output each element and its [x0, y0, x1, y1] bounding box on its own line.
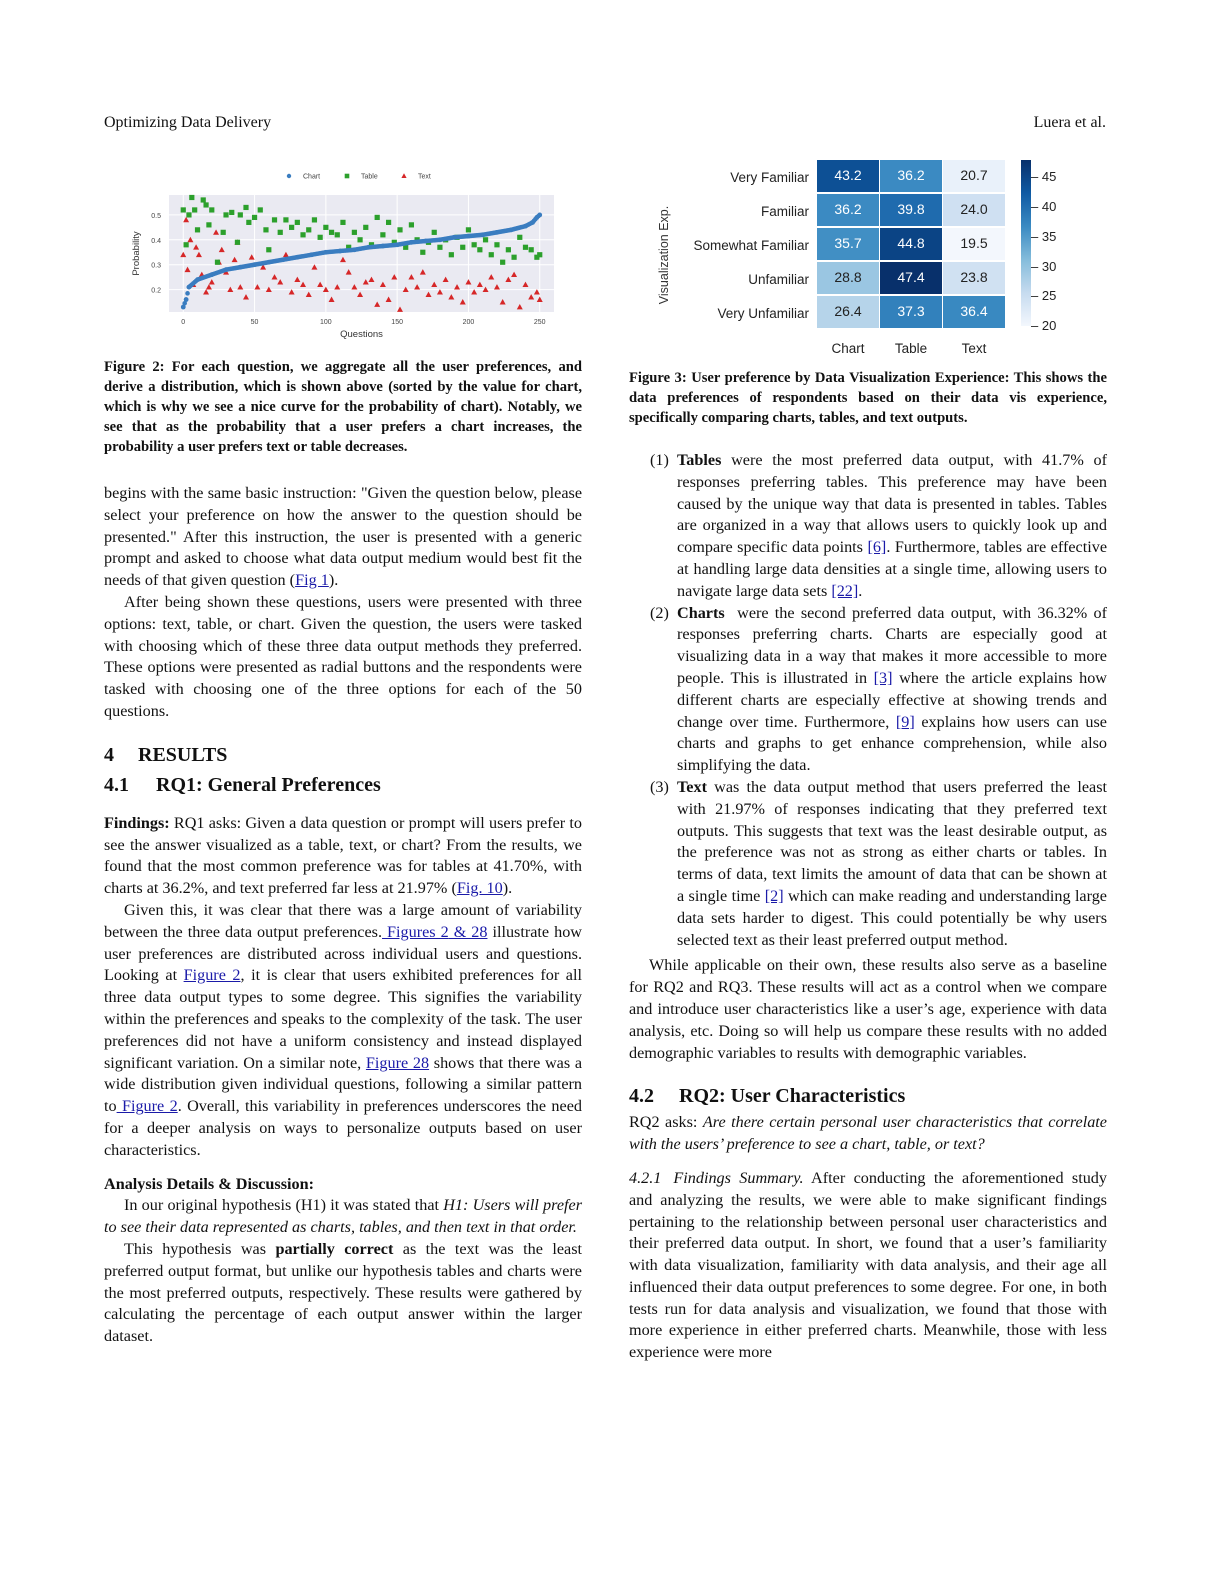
y-axis-label: Probability — [131, 231, 142, 276]
list-item-charts: (2) Charts were the second preferred data output, with 36.32% of responses preferring charts. Charts are especially good at visualizing data in a way that makes it more accessible to more people. This is illustrated in [3] where the article explains how different charts are especially effective at showing trends and change over time. Furthermore, [9] explains how users can use charts and graphs to get enhance comprehension, while also simplifying the data. — [650, 603, 1112, 775]
table-point — [246, 220, 251, 225]
subsection-heading-rq2: 4.2 RQ2: User Characteristics — [629, 1085, 906, 1108]
table-point — [375, 215, 380, 220]
x-axis-label: Questions — [340, 329, 383, 340]
heatmap-cell: 36.2 — [880, 160, 942, 192]
table-point — [238, 212, 243, 217]
table-point — [243, 205, 248, 210]
table-point — [335, 232, 340, 237]
paragraph-baseline: While applicable on their own, these results also serve as a baseline for RQ2 and RQ3. These results will act as a control when we compare and introduce user characteristics like a user’s age, experience with data analysis, etc. Doing so will help us compare these results with no added demographic variables to results with demographic variables. — [629, 956, 1107, 1062]
running-header-title: Optimizing Data Delivery — [104, 114, 272, 131]
preference-list — [629, 450, 1112, 951]
running-header-authors: Luera et al. — [1033, 114, 1106, 131]
table-point — [252, 215, 257, 220]
heatmap-row-label: Very Unfamiliar — [717, 306, 809, 321]
table-point — [420, 250, 425, 255]
citation-9[interactable]: [9] — [895, 712, 915, 731]
table-point — [215, 260, 220, 265]
table-point — [466, 227, 471, 232]
heatmap-row-label: Very Familiar — [730, 170, 809, 185]
paragraph-rq2: RQ2 asks: Are there certain personal user characteristics that correlate with the users’ preference to see a chart, table, or text? — [629, 1113, 1107, 1154]
table-point — [517, 235, 522, 240]
heatmap-cell: 36.4 — [943, 296, 1005, 328]
heatmap-row-label: Familiar — [760, 204, 809, 219]
table-point — [206, 222, 211, 227]
colorbar-tick-label: – 25 — [1031, 288, 1057, 304]
table-point — [409, 222, 414, 227]
right-column — [629, 158, 1112, 1364]
heatmap-row-label: Somewhat Familiar — [693, 238, 809, 253]
table-point — [494, 242, 499, 247]
table-point — [312, 217, 317, 222]
scatter-plot — [104, 160, 582, 345]
subsection-heading-rq1: 4.1 RQ1: General Preferences — [104, 773, 381, 796]
table-point — [209, 207, 214, 212]
table-point — [323, 225, 328, 230]
y-tick-label: 0.3 — [151, 262, 161, 270]
heatmap-cell: 37.3 — [880, 296, 942, 328]
link-figures-2[interactable]: Figures 2 — [382, 922, 449, 941]
paragraph-findings-summary: 4.2.1 Findings Summary. After conducting the aforementioned study and analyzing the results, we were able to make significant findings pertaining to the relationship between personal user characteristics and their preferred data output. In short, we found that a user’s familiarity with data visualization, familiarity with data analysis, and their age all influenced their data output preferences to some degree. For one, in both tests run for data analysis and visualization, we found that those with more experience in either preferred charts. Meanwhile, those with less experience were more — [629, 1168, 1107, 1362]
table-point — [386, 220, 391, 225]
heatmap-row-labels — [669, 158, 809, 328]
table-point — [189, 195, 194, 200]
table-point — [195, 227, 200, 232]
colorbar-tick-label: – 40 — [1031, 199, 1057, 215]
table-point — [380, 232, 385, 237]
link-figure-2-b[interactable]: Figure 2 — [116, 1097, 178, 1116]
table-point — [258, 207, 263, 212]
heatmap-cell: 43.2 — [817, 160, 879, 192]
heatmap-cell: 47.4 — [880, 262, 942, 294]
link-figure-28[interactable]: Figure 28 — [365, 1053, 430, 1072]
link-figures-28[interactable]: & 28 — [448, 922, 488, 941]
table-point — [449, 252, 454, 257]
figure-3 — [629, 158, 1107, 363]
paragraph-hypothesis: In our original hypothesis (H1) it was stated that H1: Users will prefer to see their data represented as charts, tables, and then text in that order. — [104, 1196, 582, 1237]
table-point — [278, 230, 283, 235]
y-tick-label: 0.2 — [151, 287, 161, 295]
link-fig-1[interactable]: Fig 1 — [295, 571, 329, 590]
heatmap-cell: 24.0 — [943, 194, 1005, 226]
table-point — [397, 227, 402, 232]
table-point — [460, 245, 465, 250]
table-point — [352, 230, 357, 235]
table-point — [203, 202, 208, 207]
table-point — [432, 230, 437, 235]
legend-text-icon — [401, 173, 406, 178]
heatmap-grid — [817, 160, 1007, 330]
table-point — [201, 197, 206, 202]
figure-3-caption: Figure 3: User preference by Data Visualization Experience: This shows the data preferences of respondents based on their data vis experience, specifically comparing charts, tables, and text outputs. — [629, 370, 1107, 426]
table-point — [506, 247, 511, 252]
table-point — [489, 252, 494, 257]
heatmap-row-label: Unfamiliar — [748, 272, 809, 287]
citation-3[interactable]: [3] — [873, 668, 893, 687]
x-tick-label: 150 — [391, 319, 403, 326]
table-point — [472, 242, 477, 247]
heatmap-ylabel: Visualization Exp. — [657, 205, 671, 305]
analysis-heading: Analysis Details & Discussion: — [104, 1174, 315, 1193]
table-point — [221, 230, 226, 235]
table-point — [306, 227, 311, 232]
table-point — [363, 225, 368, 230]
citation-6[interactable]: [6] — [867, 538, 887, 557]
colorbar-tick-label: – 30 — [1031, 258, 1057, 274]
table-point — [477, 247, 482, 252]
table-point — [511, 255, 516, 260]
table-point — [529, 247, 534, 252]
table-point — [283, 217, 288, 222]
legend-label: Table — [361, 173, 378, 181]
link-figure-2[interactable]: Figure 2 — [183, 966, 241, 985]
paragraph-findings: Findings: RQ1 asks: Given a data question or prompt will users prefer to see the answer visualized as a table, text, or chart? From the results, we found that the most common preference was for tables at 41.70%, with charts at 36.2%, and text preferred far less at 21.97% (Fig. 10). — [104, 813, 582, 898]
legend-table-icon — [345, 174, 350, 179]
table-point — [437, 245, 442, 250]
colorbar-tick-label: – 20 — [1031, 318, 1057, 334]
table-point — [340, 220, 345, 225]
x-tick-label: 50 — [250, 319, 259, 326]
x-tick-label: 0 — [181, 319, 186, 326]
heatmap-cell: 44.8 — [880, 228, 942, 260]
x-tick-label: 100 — [320, 319, 332, 326]
heatmap-column-label: Chart — [831, 341, 865, 356]
legend-label: Chart — [303, 173, 321, 181]
table-point — [184, 242, 189, 247]
table-point — [181, 207, 186, 212]
table-point — [263, 227, 268, 232]
heatmap-cell: 28.8 — [817, 262, 879, 294]
table-point — [300, 232, 305, 237]
section-heading-results: 4 RESULTS — [104, 743, 228, 766]
heatmap-column-labels — [817, 338, 1007, 356]
heatmap-cell: 20.7 — [943, 160, 1005, 192]
table-point — [537, 252, 542, 257]
table-point — [266, 247, 271, 252]
paragraph-partially-correct: This hypothesis was partially correct as the text was the least preferred output format, but unlike our hypothesis tables and charts were the most preferred outputs, respectively. These results were gathered by calculating the percentage of each output answer within the larger dataset. — [104, 1239, 582, 1346]
citation-2[interactable]: [2] — [764, 886, 784, 905]
citation-22[interactable]: [22] — [831, 581, 859, 600]
link-fig-10[interactable]: Fig. 10 — [456, 879, 503, 898]
x-tick-label: 200 — [462, 319, 475, 326]
y-tick-label: 0.4 — [151, 237, 161, 245]
heatmap-column-label: Table — [894, 341, 928, 356]
table-point — [483, 237, 488, 242]
colorbar-tick-label: – 45 — [1031, 169, 1057, 185]
list-item-text: (3) Text was the data output method that users preferred the least with 21.97% of responses indicating that they preferred text outputs. This suggests that text was the least desirable output, as the preference was not as strong as either charts or tables. In terms of data, text limits the amount of data that can be shown at a single time [2] which can make reading and understanding large data sets harder to digest. This could potentially be why users selected text as their least preferred output method. — [650, 777, 1107, 949]
table-point — [500, 260, 505, 265]
table-point — [357, 237, 362, 242]
heatmap-cell: 36.2 — [817, 194, 879, 226]
table-point — [329, 230, 334, 235]
heatmap-colorbar — [1021, 160, 1031, 326]
heatmap-cell: 23.8 — [943, 262, 1005, 294]
list-item-tables: (1) Tables were the most preferred data output, with 41.7% of responses preferring tables. This preference may have been caused by the unique way that data is presented in tables. Tables are organized in a way that allows users to quickly look up and compare specific data points [6]. Furthermore, tables are effective at handling large data densities at a single time, allowing users to navigate large data sets [22]. — [650, 451, 1107, 600]
table-point — [192, 207, 197, 212]
table-point — [289, 225, 294, 230]
table-point — [318, 235, 323, 240]
figure-2-caption: Figure 2: For each question, we aggregate all the user preferences, and derive a distribution, which is shown above (sorted by the value for chart, which is why we see a nice curve for the probability of chart). Notably, we see that as the probability that a user prefers a chart increases, the probability a user prefers text or table decreases. — [104, 359, 582, 455]
table-point — [186, 212, 191, 217]
paragraph-variability: Given this, it was clear that there was a large amount of variability between the three data output preferences. Figures 2 & 28 illustrate how user preferences are distributed across individual users and questions. Looking at Figure 2, it is clear that users exhibited preferences for all three data output types to some degree. This signifies the variability within the preferences and speaks to the complexity of the task. The user preferences did not have a uniform consistency and instead displayed significant variation. On a similar note, Figure 28 shows that there was a wide distribution given individual questions, following a similar pattern to Figure 2. Overall, this variability in preferences underscores the need for a deeper analysis on ways to personalize outputs based on user characteristics. — [104, 900, 583, 1159]
colorbar-tick-label: – 35 — [1031, 228, 1057, 244]
table-point — [272, 217, 277, 222]
heatmap-colorbar-ticks — [1031, 160, 1071, 334]
heatmap-cell: 19.5 — [943, 228, 1005, 260]
heatmap-column-label: Text — [961, 341, 987, 356]
heatmap-cell: 35.7 — [817, 228, 879, 260]
table-point — [235, 240, 240, 245]
table-point — [523, 245, 528, 250]
paragraph-intro: begins with the same basic instruction: "Given the question below, please select your preference on how the answer to the question should be presented." After this instruction, the user is presented with a generic prompt and asked to choose what data output medium would best fit the needs of that given question (Fig 1). — [104, 484, 582, 590]
x-tick-label: 250 — [533, 319, 546, 326]
legend-label: Text — [418, 173, 431, 181]
table-point — [223, 212, 228, 217]
legend-chart-icon — [287, 174, 291, 178]
y-tick-label: 0.5 — [151, 212, 161, 220]
left-column — [104, 160, 582, 1348]
heatmap-cell: 39.8 — [880, 194, 942, 226]
table-point — [229, 210, 234, 215]
paragraph-options: After being shown these questions, users were presented with three options: text, table, or chart. Given the question, the users were tasked with choosing which of these three data output methods they preferred. These options were presented as radial buttons and the respondents were tasked with choosing one of the three options for each of the 50 questions. — [104, 592, 582, 720]
heatmap-cell: 26.4 — [817, 296, 879, 328]
figure-2 — [104, 160, 582, 345]
table-point — [295, 220, 300, 225]
